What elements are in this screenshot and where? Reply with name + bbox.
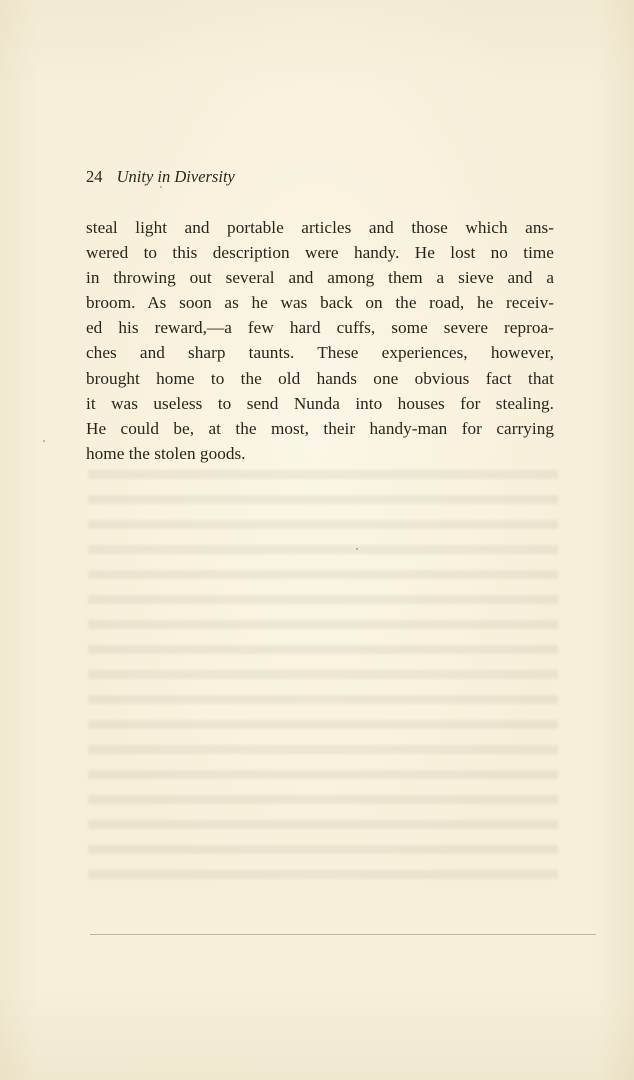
speck bbox=[160, 186, 162, 188]
book-title: Unity in Diversity bbox=[116, 167, 235, 186]
text-line: He could be, at the most, their handy-man for carrying bbox=[86, 418, 554, 438]
text-line: in throwing out several and among them a sieve and a bbox=[86, 268, 554, 288]
speck bbox=[43, 440, 45, 442]
text-line: wered to this description were handy. He lost no time bbox=[86, 243, 554, 263]
running-head bbox=[86, 167, 235, 187]
text-line: steal light and portable articles and those which ans- bbox=[86, 218, 554, 237]
text-line: brought home to the old hands one obvious fact that bbox=[86, 368, 554, 388]
page-number: 24 bbox=[86, 167, 103, 186]
text-line: it was useless to send Nunda into houses for stealing. bbox=[86, 393, 554, 413]
text-line: broom. As soon as he was back on the road, he receiv- bbox=[86, 293, 554, 313]
body-paragraph bbox=[86, 215, 554, 466]
bleed-through-texture bbox=[88, 470, 558, 890]
speck bbox=[356, 548, 358, 550]
text-line: ches and sharp taunts. These experiences, however, bbox=[86, 343, 554, 363]
text-line: ed his reward,—a few hard cuffs, some severe reproa- bbox=[86, 318, 554, 338]
text-line: home the stolen goods. bbox=[86, 443, 246, 463]
footnote-rule bbox=[90, 934, 596, 935]
